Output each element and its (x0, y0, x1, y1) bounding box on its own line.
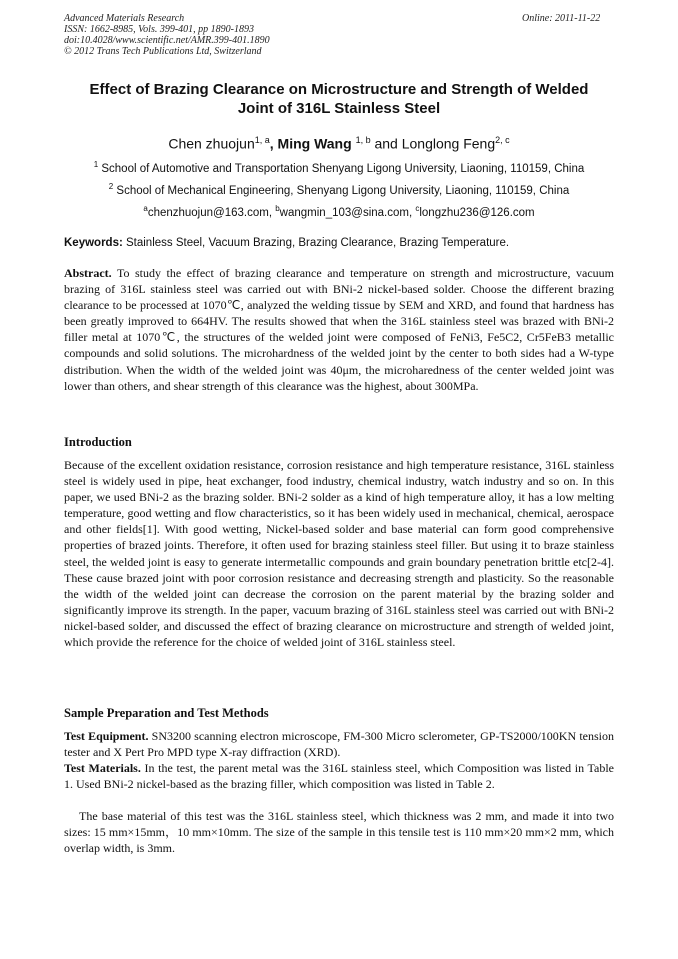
affiliation-2-text: School of Mechanical Engineering, Shenyang Ligong University, Liaoning, 110159, China (113, 184, 570, 197)
author-list (64, 131, 614, 153)
keywords-text: Stainless Steel, Vacuum Brazing, Brazing Clearance, Brazing Temperature. (122, 237, 510, 249)
email-b: wangmin_103@sina.com, (279, 206, 416, 219)
title-line-2: Joint of 316L Stainless Steel (237, 100, 441, 117)
affiliation-1 (64, 157, 614, 177)
affiliation-1-sup: 1 (93, 160, 99, 169)
test-equipment-text: SN3200 scanning electron microscope, FM-300 Micro sclerometer, GP-TS2000/100KN tension tester and X Pert Pro MPD type X-ray diffraction (XRD). (64, 729, 615, 760)
email-line (64, 201, 614, 221)
email-b-sup: b (275, 204, 280, 213)
affiliation-1-text: School of Automotive and Transportation Shenyang Ligong University, Liaoning, 110159, China (98, 162, 585, 175)
email-a: chenzhuojun@163.com, (147, 206, 276, 219)
title-line-1: Effect of Brazing Clearance on Microstructure and Strength of Welded (89, 81, 589, 98)
test-equipment (64, 728, 614, 760)
methods-heading: Sample Preparation and Test Methods (64, 706, 269, 720)
author-3-sup: 2, c (495, 135, 510, 145)
email-c-sup: c (415, 204, 420, 213)
email-a-sup: a (143, 204, 148, 213)
affiliation-2 (64, 179, 614, 199)
abstract (64, 265, 614, 394)
paper-title (64, 80, 614, 118)
doi-line: doi:10.4028/www.scientific.net/AMR.399-401.1890 (64, 35, 270, 46)
abstract-label: Abstract. (64, 266, 112, 280)
author-1-sup: 1, a (254, 135, 270, 145)
author-sep-1: , Ming Wang (269, 135, 356, 152)
author-1: Chen zhuojun (168, 135, 255, 152)
base-material-paragraph: The base material of this test was the 316L stainless steel, which thickness was 2 mm, and made it into two sizes: 15 mm×15mm，10 mm×10mm. The size of the sample in this tensile test is 110 mm×20 mm×2 mm, which overlap width, is 3mm. (64, 809, 614, 856)
test-materials-text: In the test, the parent metal was the 316L stainless steel, which Composition was listed in Table 1. Used BNi-2 nickel-based as the brazing filler, which composition was listed in Table 2. (64, 761, 614, 792)
test-equipment-label: Test Equipment. (64, 729, 149, 743)
abstract-text: To study the effect of brazing clearance and temperature on strength and microstructure, vacuum brazing of 316L stainless steel was carried out with BNi-2 nickel-based solder. Choose the different brazing clearance to be processed at 1070℃, analyzed the welding tissue by SEM and XRD, and found that hardness has been greatly improved to 664HV. The results showed that when the 316L stainless steel was brazed with BNi-2 filler metal at 1070℃, the structures of the welded joint were composed of FeNi3, Fe5C2, Cr5FeB3 metallic compounds and solid solutions. The microhardness of the welded joint by the center to both sides had a W-type distribution. When the width of the welded joint was 40μm, the microharedness of the center welded joint was lower than others, and shear strength of this clearance was the highest, about 300MPa. (64, 266, 614, 393)
test-materials-label: Test Materials. (64, 761, 141, 775)
email-c: longzhu236@126.com (419, 206, 535, 219)
journal-header (64, 13, 270, 57)
copyright-line: © 2012 Trans Tech Publications Ltd, Switzerland (64, 46, 262, 57)
online-date: Online: 2011-11-22 (522, 13, 601, 24)
author-2-sup: 1, b (355, 135, 371, 145)
keywords-label: Keywords: (64, 237, 123, 249)
affiliation-2-sup: 2 (108, 182, 114, 191)
introduction-text: Because of the excellent oxidation resistance, corrosion resistance and high temperature resistance, 316L stainless steel is widely used in pipe, heat exchanger, food industry, chemical industry, watch industry and so on. In this paper, we used BNi-2 as the brazing solder. BNi-2 solder as a kind of high temperature alloy, it has a low melting temperature, good wetting and flow characteristics, so it has been widely used in mechanical, chemical, aerospace and other fields[1]. With good wetting, Nickel-based solder and base material can form good comprehensive properties of brazed joints. Therefore, it often used for brazing stainless steel filler. But using it to braze stainless steel, the welded joint is easy to generate intermetallic compounds and grain boundary penetration brittle etc[2-4]. These cause brazed joint with poor corrosion resistance and decreasing strength and plasticity. So the reasonable the width of the welded joint can decrease the corrosion on the parent material by the brazing solder and significantly improve its strength. In the paper, vacuum brazing of 316L stainless steel was carried out with BNi-2 nickel-based solder, and discussed the effect of brazing clearance on microstructure and strength of welded joint, which provide the reference for the choice of welded joint of 316L stainless steel. (64, 458, 614, 650)
author-sep-2: and Longlong Feng (370, 135, 496, 152)
test-materials (64, 760, 614, 792)
introduction-heading: Introduction (64, 435, 132, 449)
issn-line: ISSN: 1662-8985, Vols. 399-401, pp 1890-1893 (64, 24, 254, 35)
journal-name: Advanced Materials Research (64, 13, 185, 24)
keywords (64, 236, 614, 251)
